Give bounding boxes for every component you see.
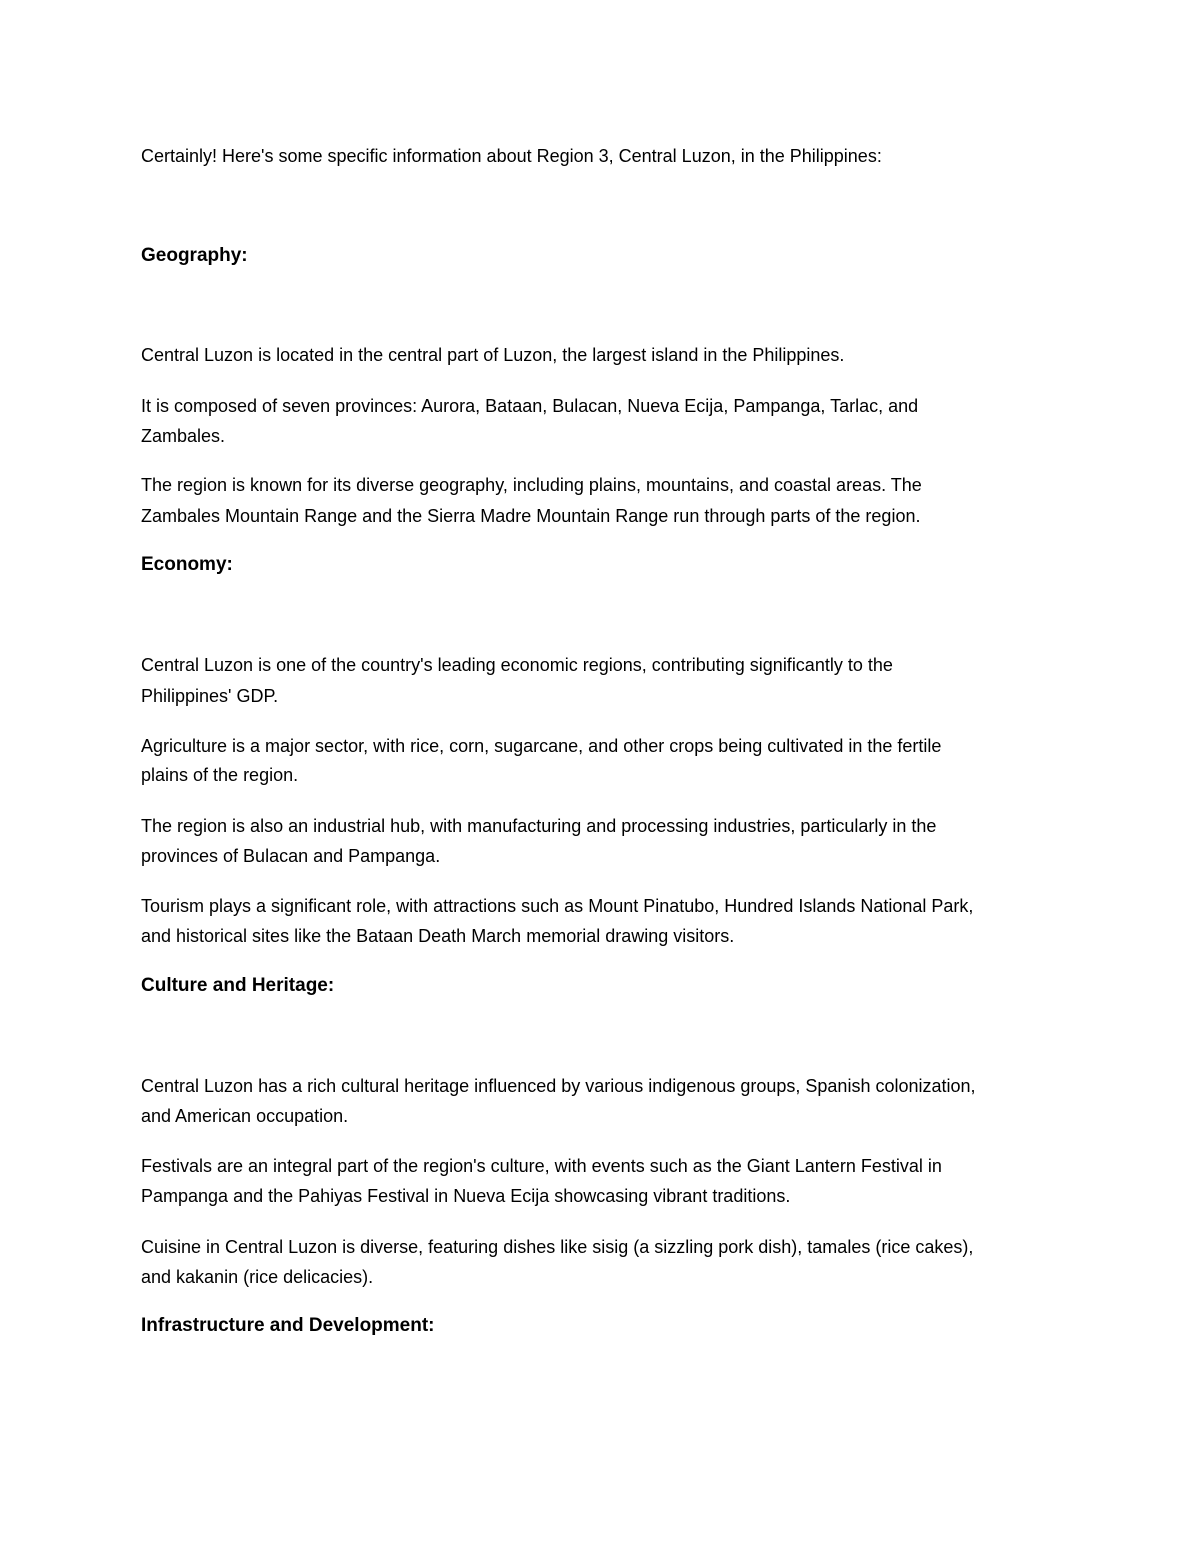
paragraph-line: plains of the region. <box>141 765 299 785</box>
heading-culture-heritage: Culture and Heritage: <box>141 975 335 996</box>
intro-text: Certainly! Here's some specific information about Region 3, Central Luzon, in the Philippines: <box>141 146 882 166</box>
paragraph-line: It is composed of seven provinces: Aurora, Bataan, Bulacan, Nueva Ecija, Pampanga, Tarlac, and <box>141 396 919 416</box>
paragraph-line: Zambales. <box>141 426 226 446</box>
paragraph-line: Zambales Mountain Range and the Sierra Madre Mountain Range run through parts of the region. <box>141 506 921 526</box>
paragraph-line: Pampanga and the Pahiyas Festival in Nueva Ecija showcasing vibrant traditions. <box>141 1186 791 1206</box>
heading-economy: Economy: <box>141 554 233 575</box>
paragraph-line: Tourism plays a significant role, with attractions such as Mount Pinatubo, Hundred Islands National Park, <box>141 896 974 916</box>
paragraph-line: Central Luzon is located in the central part of Luzon, the largest island in the Philippines. <box>141 345 845 365</box>
paragraph-line: and kakanin (rice delicacies). <box>141 1267 374 1287</box>
paragraph-line: provinces of Bulacan and Pampanga. <box>141 846 441 866</box>
paragraph-line: Philippines' GDP. <box>141 686 279 706</box>
heading-geography: Geography: <box>141 245 248 266</box>
paragraph-line: Agriculture is a major sector, with rice, corn, sugarcane, and other crops being cultivated in the fertile <box>141 736 942 756</box>
paragraph-line: Festivals are an integral part of the region's culture, with events such as the Giant Lantern Festival in <box>141 1156 942 1176</box>
paragraph-line: The region is known for its diverse geography, including plains, mountains, and coastal areas. The <box>141 475 922 495</box>
paragraph-line: Central Luzon is one of the country's leading economic regions, contributing significantly to the <box>141 655 893 675</box>
paragraph-line: Central Luzon has a rich cultural heritage influenced by various indigenous groups, Spanish colonization, <box>141 1076 976 1096</box>
paragraph-line: Cuisine in Central Luzon is diverse, featuring dishes like sisig (a sizzling pork dish), tamales (rice cakes), <box>141 1237 974 1257</box>
paragraph-line: and American occupation. <box>141 1106 349 1126</box>
heading-infrastructure-development: Infrastructure and Development: <box>141 1315 435 1336</box>
paragraph-line: The region is also an industrial hub, with manufacturing and processing industries, particularly in the <box>141 816 937 836</box>
paragraph-line: and historical sites like the Bataan Death March memorial drawing visitors. <box>141 926 735 946</box>
